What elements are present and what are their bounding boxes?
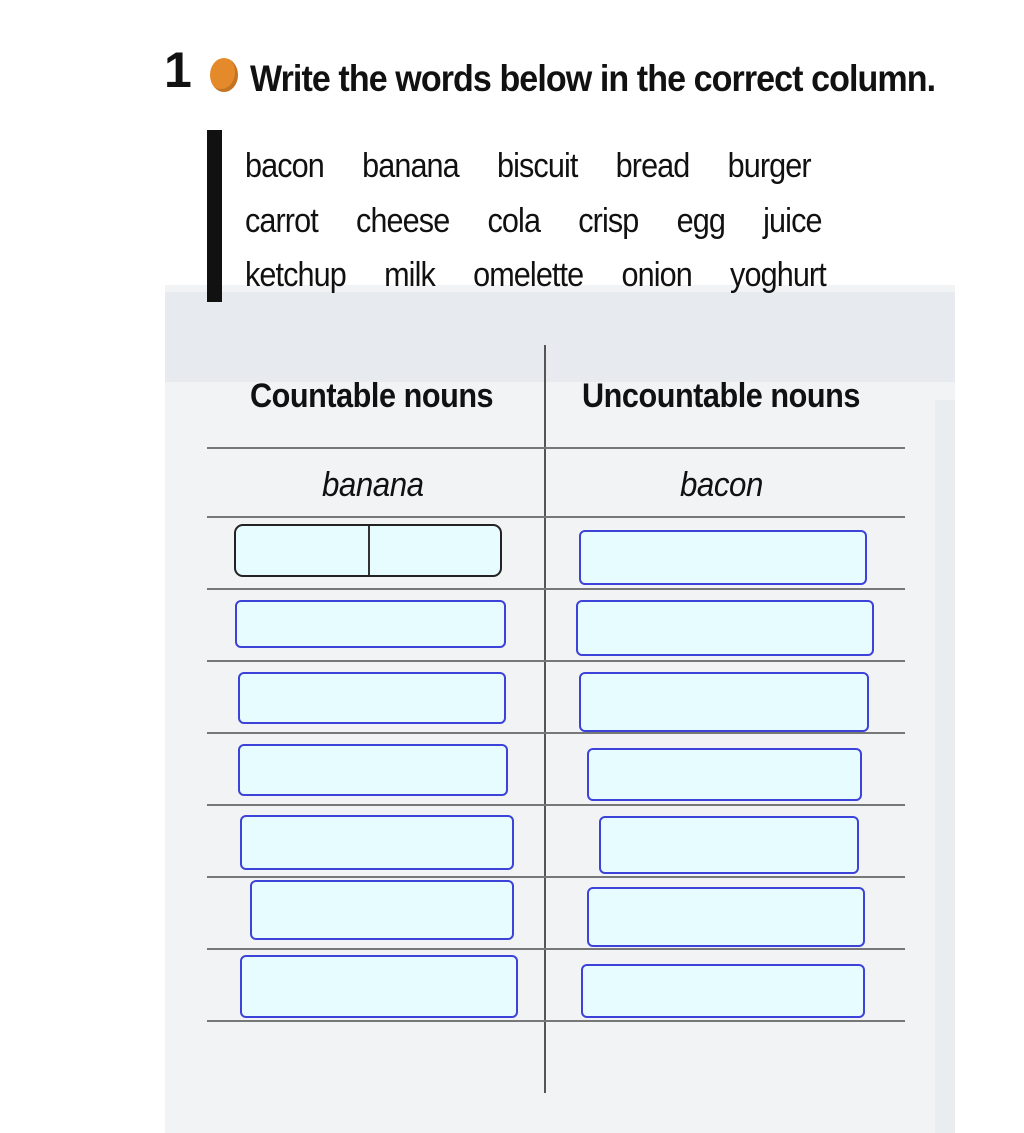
example-countable: banana (322, 466, 424, 504)
table-rule (207, 660, 905, 662)
exercise-instruction: Write the words below in the correct column. (250, 58, 936, 99)
background-band (165, 292, 955, 382)
uncountable-answer-field-3[interactable] (579, 672, 869, 732)
text-cursor (368, 526, 370, 575)
uncountable-answer-field-7[interactable] (581, 964, 865, 1018)
table-rule (207, 447, 905, 449)
word-row-2 (245, 202, 822, 246)
word: biscuit (497, 147, 578, 185)
countable-answer-field-3[interactable] (238, 672, 506, 724)
table-rule (207, 1020, 905, 1022)
word-row-3 (245, 256, 826, 300)
uncountable-answer-field-2[interactable] (576, 600, 874, 656)
uncountable-answer-field-4[interactable] (587, 748, 862, 801)
countable-answer-field-4[interactable] (238, 744, 508, 796)
word: bacon (245, 147, 324, 185)
table-rule (207, 876, 905, 878)
table-rule (207, 732, 905, 734)
word-row-1 (245, 147, 811, 191)
word: ketchup (245, 256, 346, 294)
word: cheese (356, 202, 450, 240)
orange-bullet-icon (210, 58, 238, 92)
word: yoghurt (730, 256, 826, 294)
countable-answer-field-5[interactable] (240, 815, 514, 870)
word: crisp (578, 202, 639, 240)
uncountable-answer-field-5[interactable] (599, 816, 859, 874)
word: omelette (473, 256, 584, 294)
word: milk (384, 256, 435, 294)
table-rule (207, 804, 905, 806)
word: burger (727, 147, 811, 185)
word: cola (487, 202, 541, 240)
countable-answer-field-1[interactable] (234, 524, 502, 577)
word: onion (621, 256, 692, 294)
uncountable-answer-field-1[interactable] (579, 530, 867, 585)
word: bread (615, 147, 690, 185)
column-divider (544, 345, 546, 1093)
countable-answer-field-2[interactable] (235, 600, 506, 648)
countable-answer-field-7[interactable] (240, 955, 518, 1018)
word-box-bar (207, 130, 222, 302)
word: carrot (245, 202, 318, 240)
uncountable-answer-field-6[interactable] (587, 887, 865, 947)
countable-answer-field-6[interactable] (250, 880, 514, 940)
exercise-number: 1 (164, 42, 192, 98)
word: egg (676, 202, 725, 240)
example-uncountable: bacon (680, 466, 763, 504)
background-edge (935, 400, 955, 1133)
table-rule (207, 516, 905, 518)
table-rule (207, 948, 905, 950)
countable-header: Countable nouns (250, 377, 494, 415)
table-rule (207, 588, 905, 590)
uncountable-header: Uncountable nouns (582, 377, 860, 415)
word: banana (362, 147, 459, 185)
word: juice (763, 202, 822, 240)
